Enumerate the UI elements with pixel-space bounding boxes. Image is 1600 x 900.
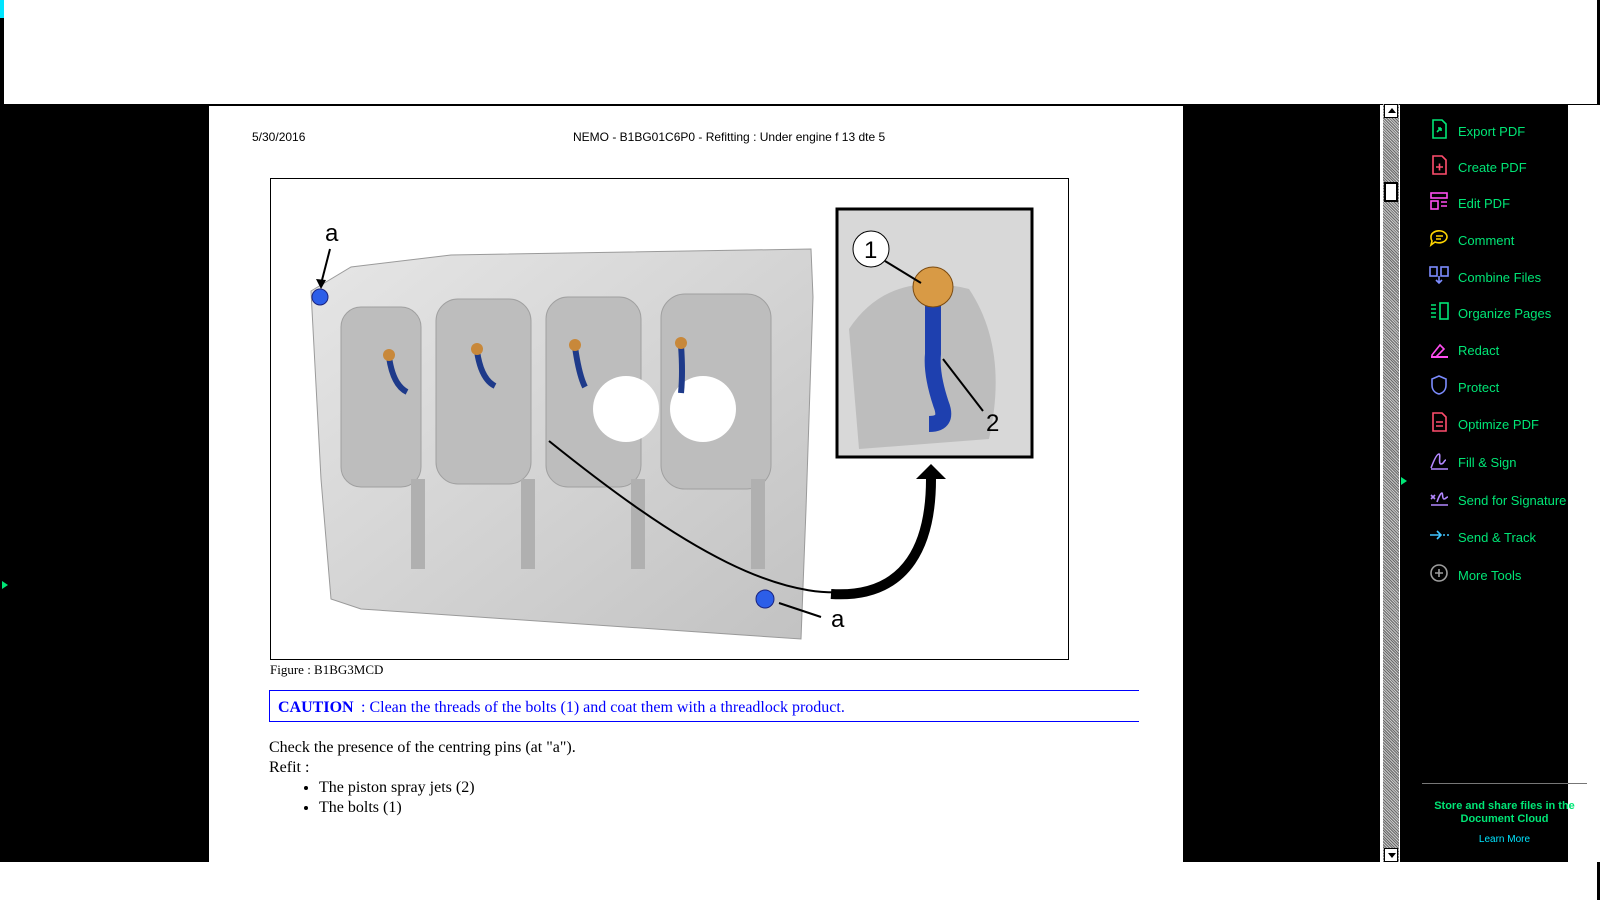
caution-text: : Clean the threads of the bolts (1) and coat them with a threadlock product.	[361, 699, 845, 716]
page-title: NEMO - B1BG01C6P0 - Refitting : Under engine f 13 dte 5	[573, 130, 886, 144]
edit-pdf-icon	[1428, 190, 1458, 217]
send-signature-icon	[1428, 487, 1458, 514]
learn-more-link[interactable]: Learn More	[1478, 834, 1531, 845]
export-pdf-icon	[1428, 118, 1458, 145]
organize-pages-icon	[1428, 300, 1458, 327]
list-item: • The piston spray jets (2)	[319, 778, 576, 798]
tool-more-tools[interactable]	[1428, 563, 1521, 587]
figure-caption: Figure : B1BG3MCD	[270, 662, 384, 677]
tool-send-for-signature[interactable]	[1428, 488, 1566, 512]
protect-icon	[1428, 374, 1458, 401]
tool-label: Export PDF	[1458, 123, 1526, 139]
document-cloud-message: Store and share files in the Document Cloud	[1434, 800, 1575, 825]
tool-label: Edit PDF	[1458, 195, 1511, 211]
tool-label: More Tools	[1458, 567, 1522, 583]
list-item: • The bolts (1)	[319, 798, 576, 818]
centring-pin-top	[312, 289, 328, 305]
detail-shadow	[849, 284, 996, 449]
caution-box	[269, 690, 1139, 722]
label-a-bottom: a	[831, 606, 845, 633]
page-date: 5/30/2016	[252, 130, 306, 144]
expand-left-panel-arrow-icon[interactable]	[2, 581, 8, 589]
bearing-bore-1	[593, 376, 659, 442]
tools-pane	[1400, 104, 1568, 862]
tool-send-track[interactable]	[1428, 525, 1536, 549]
tool-create-pdf[interactable]	[1428, 155, 1527, 179]
scroll-down-button[interactable]	[1384, 848, 1398, 862]
tool-label: Send for Signature	[1458, 492, 1567, 508]
tool-label: Send & Track	[1458, 529, 1537, 545]
pdf-page	[209, 106, 1183, 862]
engine-block-illustration	[271, 179, 1068, 659]
combine-files-icon	[1428, 264, 1458, 291]
top-toolbar-area	[0, 0, 1600, 105]
redact-icon	[1428, 337, 1458, 364]
left-edge	[0, 0, 4, 104]
zoom-arrow-head	[916, 464, 946, 479]
more-tools-icon	[1428, 562, 1458, 589]
tool-fill-sign[interactable]	[1428, 450, 1517, 474]
tool-label: Fill & Sign	[1458, 454, 1517, 470]
tool-label: Combine Files	[1458, 269, 1542, 285]
optimize-pdf-icon	[1428, 411, 1458, 438]
tools-divider	[1422, 783, 1587, 784]
tool-organize-pages[interactable]	[1428, 301, 1551, 325]
tool-label: Redact	[1458, 342, 1500, 358]
tool-protect[interactable]	[1428, 375, 1499, 399]
comment-icon	[1428, 227, 1458, 254]
tool-optimize-pdf[interactable]	[1428, 412, 1539, 436]
bottom-area	[0, 862, 1600, 900]
scroll-up-button[interactable]	[1384, 104, 1398, 118]
refit-text: Refit :	[269, 759, 310, 776]
send-track-icon	[1428, 524, 1458, 551]
tool-label: Protect	[1458, 379, 1500, 395]
fill-sign-icon	[1428, 449, 1458, 476]
centring-pin-bottom	[756, 590, 774, 608]
tool-label: Optimize PDF	[1458, 416, 1539, 432]
arrow-a-top	[321, 249, 330, 284]
callout-1: 1	[864, 237, 878, 264]
scroll-thumb[interactable]	[1384, 182, 1398, 202]
tool-edit-pdf[interactable]	[1428, 191, 1510, 215]
tool-combine-files[interactable]	[1428, 265, 1541, 289]
create-pdf-icon	[1428, 154, 1458, 181]
callout-2: 2	[986, 410, 1000, 437]
instructions	[269, 738, 576, 818]
tool-label: Create PDF	[1458, 159, 1527, 175]
tool-export-pdf[interactable]	[1428, 119, 1525, 143]
label-a-top: a	[325, 220, 339, 247]
detail-bolt	[913, 267, 953, 307]
zoom-arrow	[831, 479, 931, 594]
tool-redact[interactable]	[1428, 338, 1499, 362]
tool-label: Comment	[1458, 232, 1515, 248]
collapse-tools-arrow-icon[interactable]	[1401, 477, 1407, 485]
caution-label: CAUTION	[278, 699, 354, 716]
engine-block-figure	[270, 178, 1069, 660]
refit-list	[269, 778, 576, 818]
vertical-scrollbar[interactable]	[1383, 104, 1399, 862]
tool-comment[interactable]	[1428, 228, 1514, 252]
cyan-marker	[0, 0, 4, 18]
tool-label: Organize Pages	[1458, 305, 1552, 321]
check-text: Check the presence of the centring pins (at "a").	[269, 739, 576, 756]
